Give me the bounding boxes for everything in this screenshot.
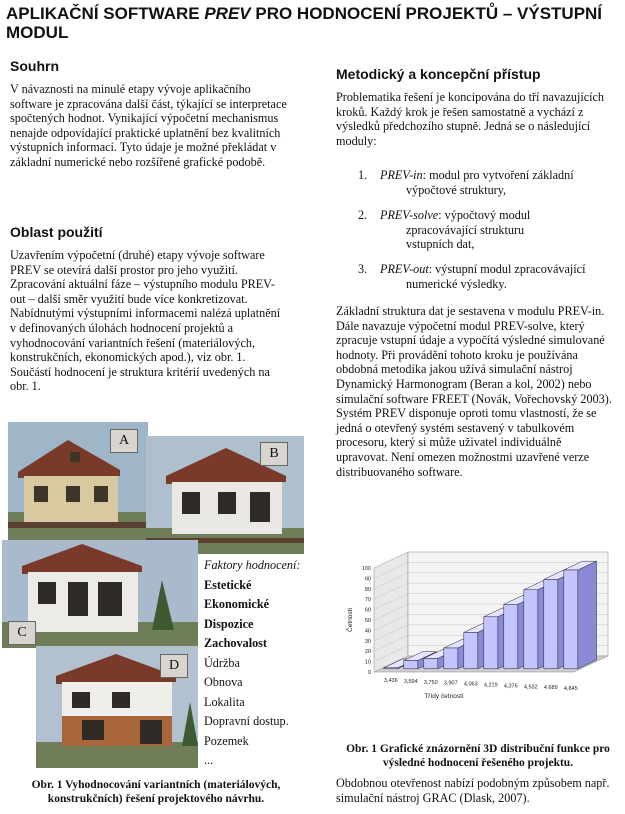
bar (404, 660, 418, 668)
bar (544, 579, 558, 668)
bar (384, 668, 398, 669)
y-tick-label: 30 (364, 638, 371, 645)
factor-item: Dopravní dostup. (204, 714, 289, 728)
metodicky-text: Problematika řešení je koncipována do tří navazujících kroků. Každý krok je řešen samostatně a vychází z výsledků předchozího stupně. Jedná se o následující moduly: (336, 90, 605, 148)
badge-b: B (260, 442, 288, 466)
factor-item: Údržba (204, 655, 240, 670)
y-tick-label: 60 (364, 607, 371, 614)
factor-item: ... (204, 753, 214, 767)
y-tick-label: 100 (361, 566, 371, 572)
factor-item: Pozemek (204, 733, 249, 748)
bar (444, 648, 458, 669)
x-tick-label: 3,750 (423, 679, 438, 686)
y-tick-label: 0 (367, 670, 371, 676)
souhrn-text: V návaznosti na minulé etapy vývoje aplikačního software je zpracována další část, týkající se interpretace spočtených hodnot. Vynikající výpočetní mechanismus nenajde odpovídající praktické uplatnění bez kvalitních výstupních informací. Tyto údaje je možné překládat v základní numerické nebo rozšířené grafické podobě. (10, 82, 287, 169)
factor-item: Estetické (204, 577, 252, 592)
x-tick-label: 4,063 (463, 681, 478, 688)
y-axis-label: Četnosti (347, 608, 354, 632)
bar (504, 604, 518, 668)
y-tick-label: 10 (364, 659, 371, 666)
zakladni-struktura-text: Základní struktura dat je sestavena v modulu PREV-in. Dále navazuje výpočetní modul PREV-solve, který zpracuje vstupní údaje a vypočítá výsledné simulované hodnoty. Při provádění tohoto kroku je používána obdobná metodika jakou užívá simulační nástroj Dynamický Harmonogram (Beran a kol, 2002) nebo simulační software FREET (Novák, Vořechovský 2003). Systém PREV disponuje oproti tomu vlastností, že se jedná o otevřený systém sestavený v tabulkovém procesoru, který si může uživatel individuálně upravovat. Není omezen možnostmi uzavřené verze distribuovaného software. (336, 304, 612, 479)
badge-a: A (110, 429, 138, 453)
y-tick-label: 90 (364, 576, 371, 583)
oblast-heading: Oblast použití (10, 224, 103, 240)
x-tick-label: 4,845 (563, 686, 578, 693)
distribution-chart (338, 550, 618, 730)
x-tick-label: 3,594 (403, 678, 418, 685)
figure-caption-left: Obr. 1 Vyhodnocování variantních (materiálových, konstrukčních) řešení projektového návrhu. (31, 779, 281, 805)
factor-item: Ekonomické (204, 597, 270, 611)
factors-list (204, 556, 300, 771)
oblast-text: Uzavřením výpočetní (druhé) etapy vývoje software PREV se otevírá další prostor pro jeho využití. Zpracování aktuální fáze – výstupního modulu PREV-out – další směr využití bude více konkretizovat. Nabídnutými výstupními informacemi nalézá uplatnění v definovaných úlohách hodnocení projektů a vyhodnocování variantních řešení (materiálových, konstrukčních, ekonomických apod.), viz obr. 1. Součástí hodnocení je struktura kritérií uvedených na obr. 1. (10, 248, 281, 394)
y-tick-label: 20 (364, 649, 371, 656)
factor-item: Dispozice (204, 616, 254, 631)
factor-item: Lokalita (204, 694, 245, 709)
page-title: APLIKAČNÍ SOFTWARE PREV PRO HODNOCENÍ PROJEKTŮ – VÝSTUPNÍ MODUL (6, 4, 603, 42)
bar (564, 570, 578, 669)
y-tick-label: 80 (364, 586, 371, 593)
bar (464, 632, 478, 668)
souhrn-heading: Souhrn (10, 58, 59, 74)
bar (424, 658, 438, 668)
x-tick-label: 4,689 (543, 685, 558, 692)
y-tick-label: 40 (364, 628, 371, 635)
x-axis-label: Třídy četností (424, 693, 464, 700)
bar-side (578, 561, 597, 669)
bar (484, 617, 498, 669)
x-tick-label: 4,532 (523, 684, 538, 691)
final-text: Obdobnou otevřenost nabízí podobným způsobem např. simulační nástroj GRAC (Dlask, 2007). (336, 776, 610, 805)
figure-caption-right: Obr. 1 Grafické znázornění 3D distribuční funkce pro výsledné hodnocení řešeného projektu. (346, 743, 610, 769)
x-tick-label: 3,907 (443, 680, 458, 687)
x-tick-label: 4,376 (503, 683, 518, 690)
x-tick-label: 3,436 (383, 678, 398, 684)
y-tick-label: 70 (364, 597, 371, 604)
y-tick-label: 50 (364, 618, 371, 624)
badge-c: C (8, 621, 36, 645)
badge-d: D (160, 654, 188, 678)
module-item-2: 2. PREV-solve: výpočtový modul zpracovávající strukturu vstupních dat, (358, 208, 531, 252)
factor-item: Obnova (204, 675, 243, 689)
factors-title: Faktory hodnocení: (204, 558, 301, 572)
bar (524, 590, 538, 669)
x-tick-label: 4,219 (483, 682, 498, 689)
module-item-1: 1. PREV-in: modul pro vytvoření základní výpočtové struktury, (358, 168, 574, 197)
factor-item: Zachovalost (204, 636, 267, 650)
module-item-3: 3. PREV-out: výstupní modul zpracovávající numerické výsledky. (358, 262, 586, 291)
metodicky-heading: Metodický a koncepční přístup (336, 66, 541, 82)
